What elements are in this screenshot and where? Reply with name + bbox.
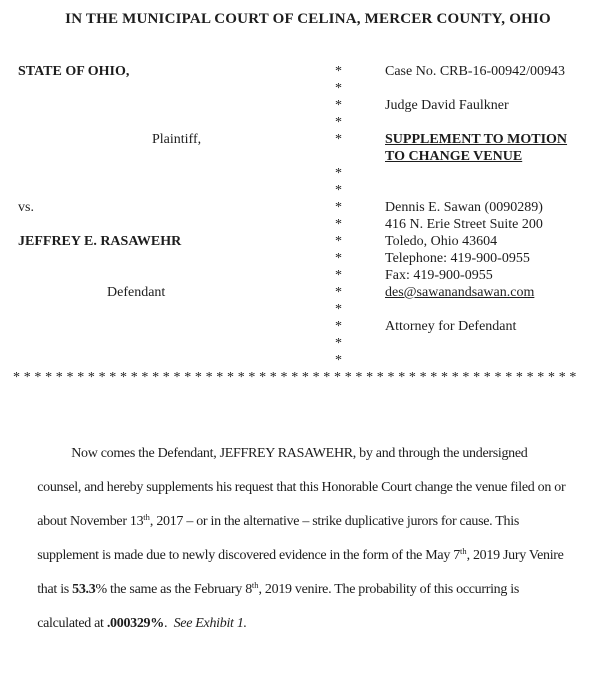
caption-row bbox=[0, 97, 616, 114]
caption-row bbox=[0, 165, 616, 182]
court-title: IN THE MUNICIPAL COURT OF CELINA, MERCER COUNTY, OHIO bbox=[65, 11, 551, 27]
asterisk-separator: * bbox=[335, 302, 342, 317]
superscript-ordinal: th bbox=[459, 546, 467, 556]
text-run: , 2019 Jury Venire bbox=[466, 548, 564, 563]
vs-label: vs. bbox=[18, 200, 34, 215]
text-run: Now comes the Defendant, JEFFREY RASAWEHR, by and through the undersigned bbox=[71, 446, 528, 461]
motion-title-line2: TO CHANGE VENUE bbox=[385, 149, 523, 164]
asterisk-separator: * bbox=[335, 81, 342, 96]
caption-row bbox=[0, 63, 616, 80]
asterisk-divider: * * * * * * * * * * * * * * * * * * * * * * * * * * * * * * * * * * * * * * * * * * * * * * * * * * * * * bbox=[13, 370, 577, 385]
asterisk-separator: * bbox=[335, 217, 342, 232]
text-run: that is bbox=[37, 582, 73, 597]
asterisk-separator: * bbox=[335, 166, 342, 181]
attorney-email-link[interactable]: des@sawanandsawan.com bbox=[385, 285, 535, 300]
case-caption bbox=[0, 63, 616, 369]
superscript-ordinal: th bbox=[251, 580, 259, 590]
caption-row bbox=[0, 114, 616, 131]
attorney-fax: Fax: 419-900-0955 bbox=[385, 268, 493, 283]
motion-body bbox=[18, 403, 612, 631]
attorney-role: Attorney for Defendant bbox=[385, 319, 517, 334]
case-number: Case No. CRB-16-00942/00943 bbox=[385, 64, 566, 79]
caption-row bbox=[0, 131, 616, 148]
caption-row bbox=[0, 318, 616, 335]
text-run: , 2019 venire. The probability of this occurring is bbox=[258, 582, 520, 597]
attorney-address-street: 416 N. Erie Street Suite 200 bbox=[385, 217, 543, 232]
text-run: supplement is made due to newly discovered evidence in the form of the May 7 bbox=[37, 548, 460, 563]
asterisk-separator: * bbox=[335, 115, 342, 130]
text-run: , 2017 – or in the alternative – strike duplicative jurors for cause. This bbox=[149, 514, 519, 529]
asterisk-separator: * bbox=[335, 64, 342, 79]
superscript-ordinal: th bbox=[143, 512, 150, 522]
party-name-plaintiff: STATE OF OHIO, bbox=[18, 64, 130, 79]
party-label-plaintiff: Plaintiff, bbox=[152, 132, 202, 147]
asterisk-separator: * bbox=[335, 336, 342, 351]
caption-row bbox=[0, 233, 616, 250]
text-run: . bbox=[163, 616, 174, 631]
caption-row bbox=[0, 301, 616, 318]
italic-citation: See Exhibit 1. bbox=[173, 616, 247, 631]
attorney-telephone: Telephone: 419-900-0955 bbox=[385, 251, 530, 266]
caption-row bbox=[0, 148, 616, 165]
asterisk-separator: * bbox=[335, 319, 342, 334]
asterisk-separator: * bbox=[335, 200, 342, 215]
asterisk-separator: * bbox=[335, 234, 342, 249]
asterisk-separator: * bbox=[335, 98, 342, 113]
bold-statistic: 53.3 bbox=[72, 582, 96, 597]
text-run: calculated at bbox=[37, 616, 107, 631]
text-run: about November 13 bbox=[37, 514, 144, 529]
bold-statistic: .000329% bbox=[106, 616, 164, 631]
caption-row bbox=[0, 216, 616, 233]
motion-title-line1: SUPPLEMENT TO MOTION bbox=[385, 132, 568, 147]
body-line bbox=[18, 403, 612, 461]
attorney-address-city: Toledo, Ohio 43604 bbox=[385, 234, 498, 249]
attorney-name: Dennis E. Sawan (0090289) bbox=[385, 200, 543, 215]
asterisk-separator: * bbox=[335, 251, 342, 266]
asterisk-separator: * bbox=[335, 268, 342, 283]
judge-name: Judge David Faulkner bbox=[385, 98, 509, 113]
caption-row bbox=[0, 267, 616, 284]
text-run: % the same as the February 8 bbox=[95, 582, 252, 597]
asterisk-separator: * bbox=[335, 183, 342, 198]
caption-row bbox=[0, 250, 616, 267]
caption-row bbox=[0, 352, 616, 369]
asterisk-separator: * bbox=[335, 353, 342, 368]
caption-row bbox=[0, 199, 616, 216]
party-name-defendant: JEFFREY E. RASAWEHR bbox=[18, 234, 182, 249]
caption-row bbox=[0, 284, 616, 301]
caption-row bbox=[0, 80, 616, 97]
party-label-defendant: Defendant bbox=[107, 285, 166, 300]
caption-row bbox=[0, 335, 616, 352]
asterisk-separator: * bbox=[335, 285, 342, 300]
caption-row bbox=[0, 182, 616, 199]
text-run: counsel, and hereby supplements his request that this Honorable Court change the venue filed on or bbox=[37, 480, 566, 495]
asterisk-separator: * bbox=[335, 132, 342, 147]
